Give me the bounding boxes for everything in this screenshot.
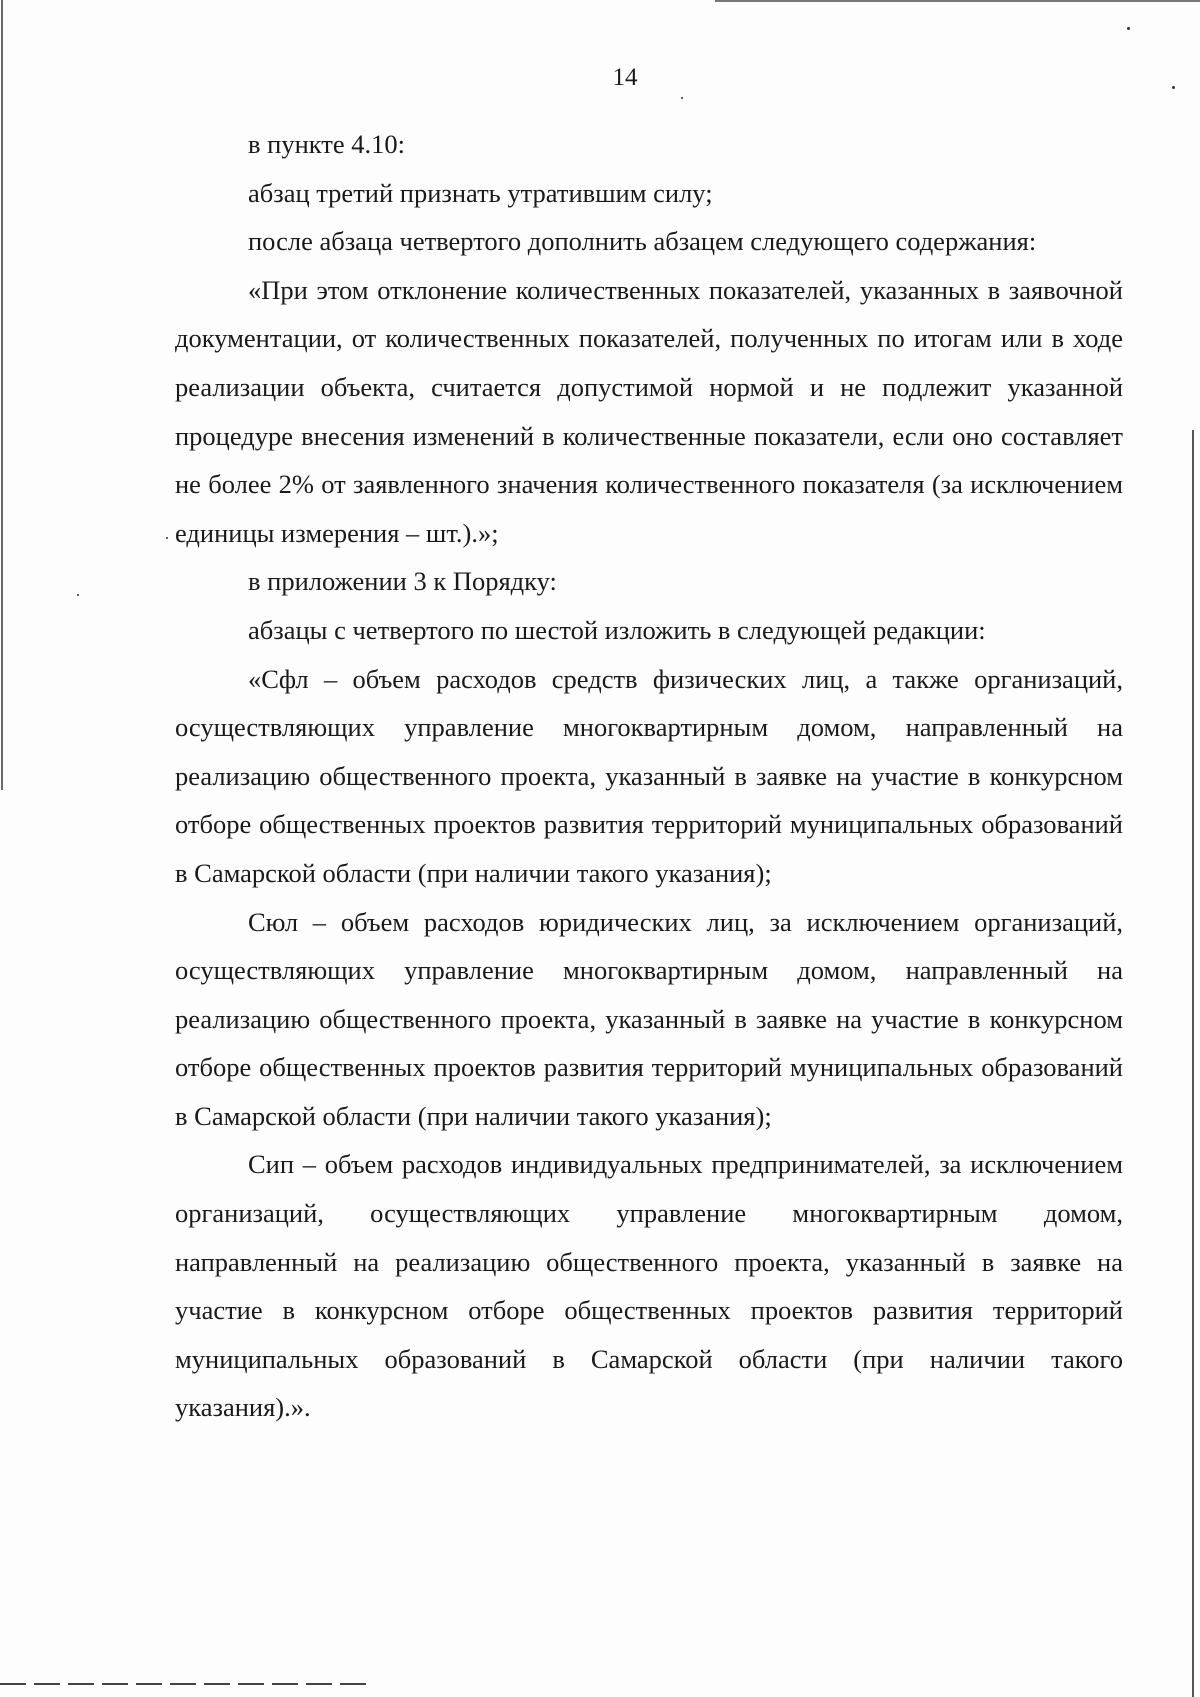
scan-edge-bottom <box>0 1683 370 1685</box>
page-number: 14 <box>612 64 638 91</box>
paragraph: в пункте 4.10: <box>248 129 405 159</box>
scan-speck <box>1127 27 1130 30</box>
paragraph: Сюл – объем расходов юридических лиц, за исключением организаций, осуществляющих управление многоквартирным домом, направленный на реализацию общественного проекта, указанный в заявке на участие в конкурсном отборе общественных проектов развития территорий муниципальных образований в Самарской области (при наличии такого указания); <box>175 906 1123 1131</box>
paragraph: «При этом отклонение количественных показателей, указанных в заявочной документации, от количественных показателей, полученных по итогам или в ходе реализации объекта, считается допустимой нормой и не подлежит указанной процедуре внесения изменений в количественные показатели, если оно составляет не более 2% от заявленного значения количественного показателя (за исключением единицы измерения – шт.).»; <box>175 274 1123 548</box>
scan-edge-right <box>1192 430 1194 1697</box>
scan-edge-top <box>715 0 1200 2</box>
document-body <box>175 120 1123 1432</box>
paragraph: Сип – объем расходов индивидуальных предпринимателей, за исключением организаций, осуществляющих управление многоквартирным домом, направленный на реализацию общественного проекта, указанный в заявке на участие в конкурсном отборе общественных проектов развития территорий муниципальных образований в Самарской области (при наличии такого указания).». <box>175 1149 1123 1423</box>
scan-speck <box>681 97 683 99</box>
paragraph: «Сфл – объем расходов средств физических лиц, а также организаций, осуществляющих управление многоквартирным домом, направленный на реализацию общественного проекта, указанный в заявке на участие в конкурсном отборе общественных проектов развития территорий муниципальных образований в Самарской области (при наличии такого указания); <box>175 663 1123 888</box>
scan-speck <box>77 594 79 596</box>
paragraph: абзац третий признать утратившим силу; <box>248 177 713 208</box>
scan-speck <box>166 537 168 539</box>
paragraph: абзацы с четвертого по шестой изложить в следующей редакции: <box>248 614 986 645</box>
scan-edge-left <box>1 0 3 790</box>
paragraph: в приложении 3 к Порядку: <box>248 566 557 597</box>
paragraph: после абзаца четвертого дополнить абзацем следующего содержания: <box>248 226 1037 257</box>
